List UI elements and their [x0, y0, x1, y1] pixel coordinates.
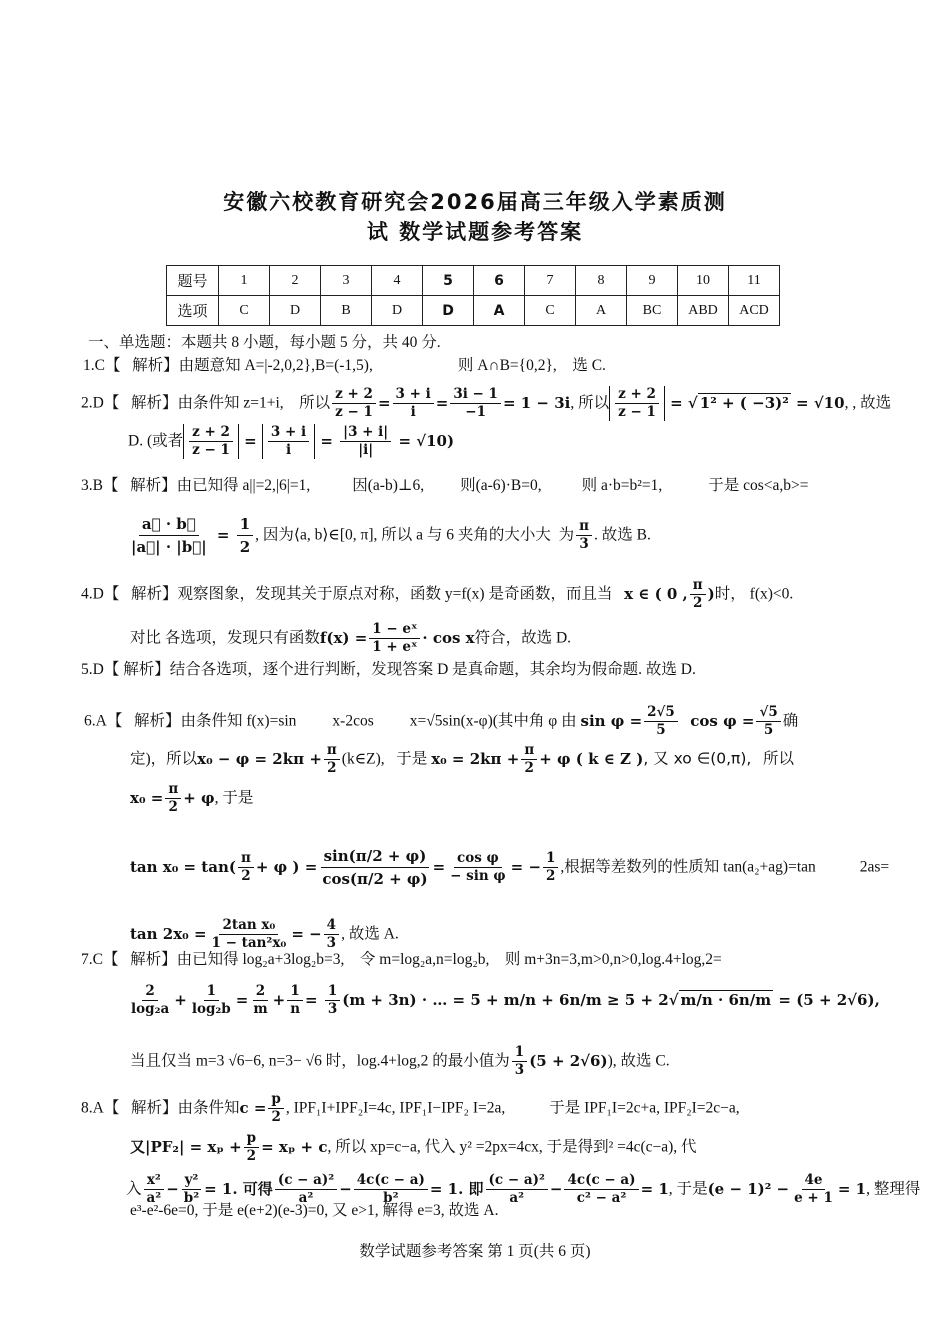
question-number: 1	[219, 266, 270, 296]
q6-line3: x₀ = $\frac{\pi}{2}$ + φ, 于是	[130, 781, 254, 815]
answer-cell: D	[423, 296, 474, 326]
answer-cell: C	[525, 296, 576, 326]
q6-line2: 定)，所以x₀ − φ = 2kπ + $\frac{\pi}{2}$ (k∈Z), 于是 x₀ = 2kπ + $\frac{\pi}{2}$ + φ ( k ∈ Z ), 又 xo ∈(0,π), 所以	[130, 742, 794, 776]
section-heading: 一、单选题：本题共 8 小题，每小题 5 分，共 40 分.	[88, 334, 441, 351]
question-number: 11	[729, 266, 780, 296]
q4-line2: 对比 各选项，发现只有函数f(x) = $\frac{\text{1 − eˣ}}{\text{1 + eˣ}}$ · cos x符合，故选 D.	[130, 621, 572, 655]
question-number: 9	[627, 266, 678, 296]
q3-cos-formula: $\frac{a⃗ \cdot b⃗}{|a⃗| \cdot |b⃗|}$ = $\frac{1}{2}$	[126, 526, 255, 544]
q7-line1: 7.C【 解析】由已知得 log₂a+3log₂b=3, 令 m=log₂a,n=log₂b, 则 m+3n=3,m>0,n>0,log.4+log,2=	[81, 951, 722, 968]
q4-interval: x ∈ ( 0 , $\frac{\pi}{2}$ )	[624, 577, 715, 611]
q4-line1: 4.D【 解析】观察图象，发现其关于原点对称，函数 y=f(x) 是奇函数，而且当 x ∈ ( 0 , $\frac{\pi}{2}$ )时， f(x)<0.	[81, 577, 794, 611]
question-number: 3	[321, 266, 372, 296]
q3-line2: $\frac{a⃗ \cdot b⃗}{|a⃗| \cdot |b⃗|}$ = $\frac{1}{2}$ , 因为⟨a, b⟩∈[0, π], 所以 a 与 6 夹角的大小大 为 $\frac{\pi}{3}$ . 故选 B.	[126, 513, 651, 558]
question-number: 8	[576, 266, 627, 296]
q8-line4: e³-e²-6e=0, 于是 e(e+2)(e-3)=0, 又 e>1, 解得 e=3, 故选 A.	[130, 1202, 499, 1219]
q8-line3: 入 $\frac{\text{x²}}{\text{a²}}$ − $\frac{\text{y²}}{\text{b²}}$ = 1. 可得 $\frac{\text{(c − a)²}}{\text{a²}}$ − $\frac{4c(c - a)}{\text{b²}}$ = 1. 即 $\frac{\text{(c − a)²}}{\text{a²}}$ − $\frac{4c(c - a)}{\text{c² − a²}}$ = 1, 于是(e − 1)² − $\frac{4e}{e + 1}$ = 1, 整理得	[126, 1172, 921, 1206]
q2-line2: D. (或者 $\frac{z + 2}{z - 1}$ = $\frac{3 + i}{i}$ = $\frac{|3 + i|}{|i|}$ = √10)	[128, 424, 455, 458]
q3-line1: 3.B【 解析】由已知得 a||=2,|6|=1, 因(a-b)⊥6, 则(a-6)·B=0, 则 a·b=b²=1, 于是 cos<a,b>=	[81, 477, 809, 494]
question-number: 2	[270, 266, 321, 296]
q6-line4: tan x₀ = tan( $\frac{\pi}{2}$ + φ ) = $\frac{\sin(\pi/2 + \varphi)}{\cos(\pi/2 + \varphi)}$ = $\frac{\text{cos φ}}{\text{− sin φ}}$ = − $\frac{1}{2}$ ,根据等差数列的性质知 tan(a₂+ag)=tan 2as=	[130, 847, 890, 888]
page-title-line2: 试 数学试题参考答案	[366, 220, 584, 244]
page-title-line1: 安徽六校教育研究会2026届高三年级入学素质测	[223, 190, 727, 214]
question-number: 7	[525, 266, 576, 296]
q6-tan-formula: tan x₀ = tan( $\frac{\pi}{2}$ + φ ) = $\frac{\sin(\pi/2 + \varphi)}{\cos(\pi/2 + \varphi)}$ = $\frac{\text{cos φ}}{\text{− sin φ}}$ = − $\frac{1}{2}$	[130, 858, 560, 876]
answer-cell: A	[576, 296, 627, 326]
q6-tan2-formula: tan 2x₀ = $\frac{\text{2tan x₀}}{\text{1 − tan²x₀}}$ = − $\frac{4}{3}$	[130, 925, 341, 943]
answer-table-answer-row	[167, 296, 780, 326]
answer-cell: A	[474, 296, 525, 326]
q7-line2	[126, 983, 880, 1018]
q6-line1: 6.A【 解析】由条件知 f(x)=sin x-2cos x=√5sin(x-φ)(其中角 φ 由 sin φ = $\frac{2√5}{5}$ cos φ = $\frac{√5}{5}$ 确	[84, 704, 799, 738]
q2-line1: 2.D【 解析】由条件知 z=1+i, 所以 $\frac{z + 2}{z - 1}$ = $\frac{3 + i}{i}$ = $\frac{3i - 1}{-1}$ = 1 − 3i, 所以 $\frac{z + 2}{z - 1}$ = √ 1² + ( −3)² = √10, , 故选	[81, 386, 892, 420]
answer-table	[166, 265, 780, 326]
answer-cell: ABD	[678, 296, 729, 326]
page-footer: 数学试题参考答案 第 1 页(共 6 页)	[359, 1243, 591, 1260]
question-number: 10	[678, 266, 729, 296]
q7-inequality: $\frac{2}{\text{log₂a}}$ + $\frac{1}{\text{log₂b}}$ = $\frac{2}{m}$ + $\frac{1}{n}$ = $\frac{1}{3}$ (m + 3n) · … = 5 + m/n + 6n/m ≥ 5 + 2√ m/n · 6n/m = (5 + 2√6),	[131, 983, 880, 1017]
q2-alt-formula: $\frac{z + 2}{z - 1}$ = $\frac{3 + i}{i}$ = $\frac{|3 + i|}{|i|}$ = √10)	[183, 432, 454, 450]
answer-cell: D	[372, 296, 423, 326]
q6-line5: tan 2x₀ = $\frac{\text{2tan x₀}}{\text{1 − tan²x₀}}$ = − $\frac{4}{3}$ , 故选 A.	[130, 917, 399, 951]
answer-cell: B	[321, 296, 372, 326]
q6-sin-cos: sin φ = $\frac{2√5}{5}$ cos φ = $\frac{√5}{5}$	[581, 712, 783, 730]
q5-line: 5.D【 解析】结合各选项，逐个进行判断，发现答案 D 是真命题，其余均为假命题. 故选 D.	[81, 661, 696, 678]
row-label-answers: 选项	[167, 296, 219, 326]
q8-line1: 8.A【 解析】由条件知c = $\frac{p}{2}$ , IPF₁I+IPF₂I=4c, IPF₁I−IPF₂ I=2a, 于是 IPF₁I=2c+a, IPF₂I=2c−a,	[81, 1091, 740, 1125]
q2-modulus: $\frac{z + 2}{z - 1}$ = √ 1² + ( −3)² = √10	[609, 394, 844, 412]
answer-table-number-row	[167, 266, 780, 296]
q8-hyperbola: $\frac{\text{x²}}{\text{a²}}$ − $\frac{\text{y²}}{\text{b²}}$ = 1. 可得 $\frac{\text{(c − a)²}}{\text{a²}}$ − $\frac{4c(c - a)}{\text{b²}}$ = 1. 即 $\frac{\text{(c − a)²}}{\text{a²}}$ − $\frac{4c(c - a)}{\text{c² − a²}}$ = 1	[142, 1180, 669, 1198]
question-number: 4	[372, 266, 423, 296]
q4-function: f(x) = $\frac{\text{1 − eˣ}}{\text{1 + eˣ}}$ · cos x	[319, 621, 475, 655]
row-label-numbers: 题号	[167, 266, 219, 296]
answer-cell: D	[270, 296, 321, 326]
answer-cell: ACD	[729, 296, 780, 326]
answer-cell: BC	[627, 296, 678, 326]
question-number: 6	[474, 266, 525, 296]
q2-formula: $\frac{z + 2}{z - 1}$ = $\frac{3 + i}{i}$ = $\frac{3i - 1}{-1}$ = 1 − 3i	[330, 394, 570, 412]
q1-line: 1.C【 解析】由题意知 A=|-2,0,2},B=(-1,5), 则 A∩B={0,2}, 选 C.	[83, 357, 606, 374]
question-number: 5	[423, 266, 474, 296]
q8-line2: 又|PF₂| = xₚ + $\frac{p}{2}$ = xₚ + c, 所以 xp=c−a, 代入 y² =2px=4cx, 于是得到² =4c(c−a), 代	[130, 1130, 697, 1164]
answer-cell: C	[219, 296, 270, 326]
q7-line3: 当且仅当 m=3 √6−6, n=3− √6 时，log.4+log,2 的最小值为 $\frac{1}{3}$ (5 + 2√6)), 故选 C.	[130, 1044, 670, 1078]
